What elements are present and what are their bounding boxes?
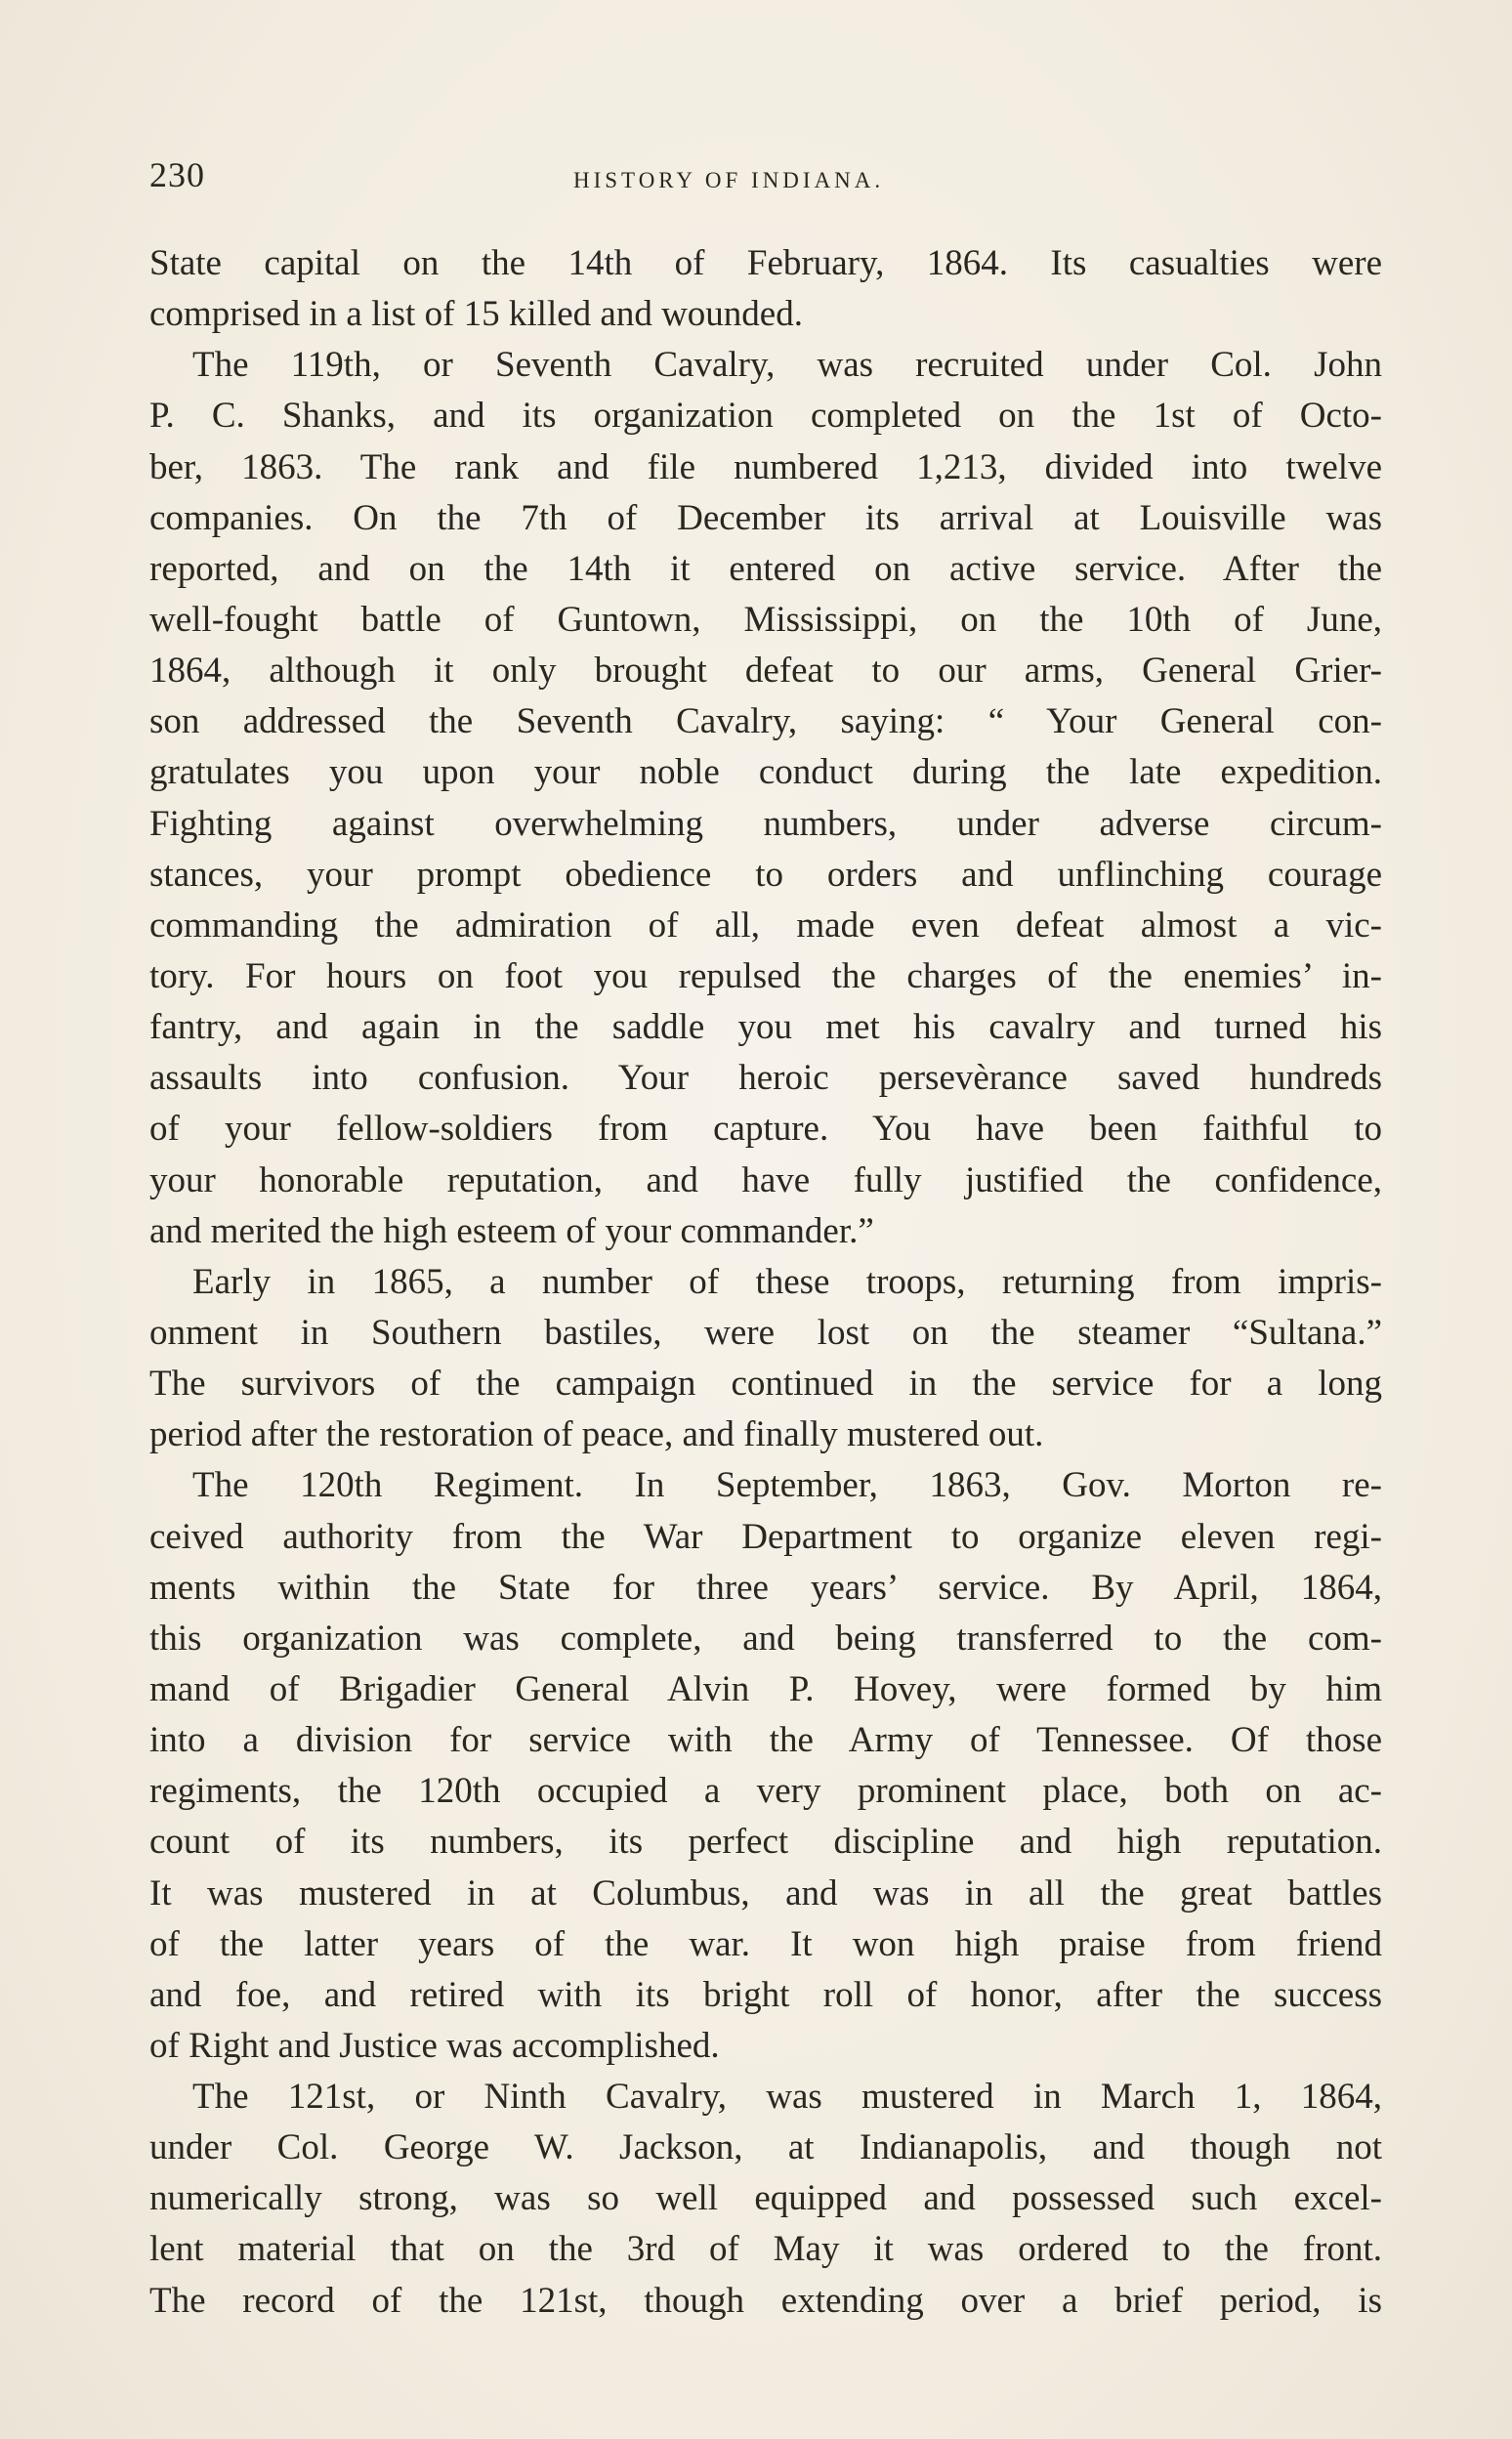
text-line: and merited the high esteem of your commander.” xyxy=(149,1210,874,1251)
paragraph-start-119th: The 119th, or Seventh Cavalry, was recruited under Col. John xyxy=(192,345,1382,386)
text-line: ceived authority from the War Department to organize eleven regi- xyxy=(149,1516,1382,1557)
text-line: P. C. Shanks, and its organization completed on the 1st of Octo- xyxy=(149,396,1382,437)
text-line: and foe, and retired with its bright roll of honor, after the success xyxy=(149,1974,1382,2015)
body-text xyxy=(149,238,1382,2327)
text-line: ber, 1863. The rank and file numbered 1,213, divided into twelve xyxy=(149,446,1382,487)
text-line: assaults into confusion. Your heroic persevèrance saved hundreds xyxy=(149,1058,1382,1099)
text-line: this organization was complete, and being transferred to the com- xyxy=(149,1618,1382,1659)
paragraph-start-121st: The 121st, or Ninth Cavalry, was mustered in March 1, 1864, xyxy=(192,2077,1382,2118)
text-line: ments within the State for three years’ service. By April, 1864, xyxy=(149,1567,1382,1608)
text-line: It was mustered in at Columbus, and was in all the great battles xyxy=(149,1872,1382,1913)
text-line: of your fellow-soldiers from capture. You have been faithful to xyxy=(149,1109,1382,1150)
text-line: regiments, the 120th occupied a very prominent place, both on ac- xyxy=(149,1771,1382,1812)
text-line: commanding the admiration of all, made even defeat almost a vic- xyxy=(149,904,1382,946)
text-line: companies. On the 7th of December its arrival at Louisville was xyxy=(149,497,1382,538)
text-line: mand of Brigadier General Alvin P. Hovey, were formed by him xyxy=(149,1668,1382,1709)
text-line: gratulates you upon your noble conduct during the late expedition. xyxy=(149,752,1382,793)
text-line: count of its numbers, its perfect discipline and high reputation. xyxy=(149,1822,1382,1863)
text-line: State capital on the 14th of February, 1864. Its casualties were xyxy=(149,243,1382,283)
page-header xyxy=(149,154,1380,203)
text-line: comprised in a list of 15 killed and wounded. xyxy=(149,294,803,335)
text-line: numerically strong, was so well equipped and possessed such excel- xyxy=(149,2178,1382,2219)
running-head: HISTORY OF INDIANA. xyxy=(573,168,885,192)
page-number: 230 xyxy=(149,155,205,194)
paragraph-start-120th: The 120th Regiment. In September, 1863, Gov. Morton re- xyxy=(192,1465,1382,1506)
text-line: period after the restoration of peace, and finally mustered out. xyxy=(149,1414,1044,1455)
text-line: of Right and Justice was accomplished. xyxy=(149,2025,720,2066)
text-line: onment in Southern bastiles, were lost on the steamer “Sultana.” xyxy=(149,1312,1382,1353)
text-line: tory. For hours on foot you repulsed the charges of the enemies’ in- xyxy=(149,955,1382,996)
text-line: son addressed the Seventh Cavalry, saying: “ Your General con- xyxy=(149,701,1382,742)
text-line: lent material that on the 3rd of May it was ordered to the front. xyxy=(149,2229,1382,2270)
paragraph-start-early-1865: Early in 1865, a number of these troops, returning from impris- xyxy=(192,1261,1382,1302)
text-line: reported, and on the 14th it entered on active service. After the xyxy=(149,548,1382,589)
text-line: under Col. George W. Jackson, at Indianapolis, and though not xyxy=(149,2127,1382,2168)
text-line: of the latter years of the war. It won high praise from friend xyxy=(149,1923,1382,1964)
text-line: your honorable reputation, and have fully justified the confidence, xyxy=(149,1159,1382,1200)
text-line: The survivors of the campaign continued in the service for a long xyxy=(149,1364,1382,1405)
text-line: The record of the 121st, though extending over a brief period, is xyxy=(149,2280,1382,2321)
text-line: fantry, and again in the saddle you met his cavalry and turned his xyxy=(149,1007,1382,1048)
text-line: Fighting against overwhelming numbers, under adverse circum- xyxy=(149,803,1382,844)
text-line: 1864, although it only brought defeat to our arms, General Grier- xyxy=(149,651,1382,692)
text-line: stances, your prompt obedience to orders and unflinching courage xyxy=(149,854,1382,895)
text-line: into a division for service with the Army of Tennessee. Of those xyxy=(149,1720,1382,1761)
text-line: well-fought battle of Guntown, Mississippi, on the 10th of June, xyxy=(149,599,1382,640)
